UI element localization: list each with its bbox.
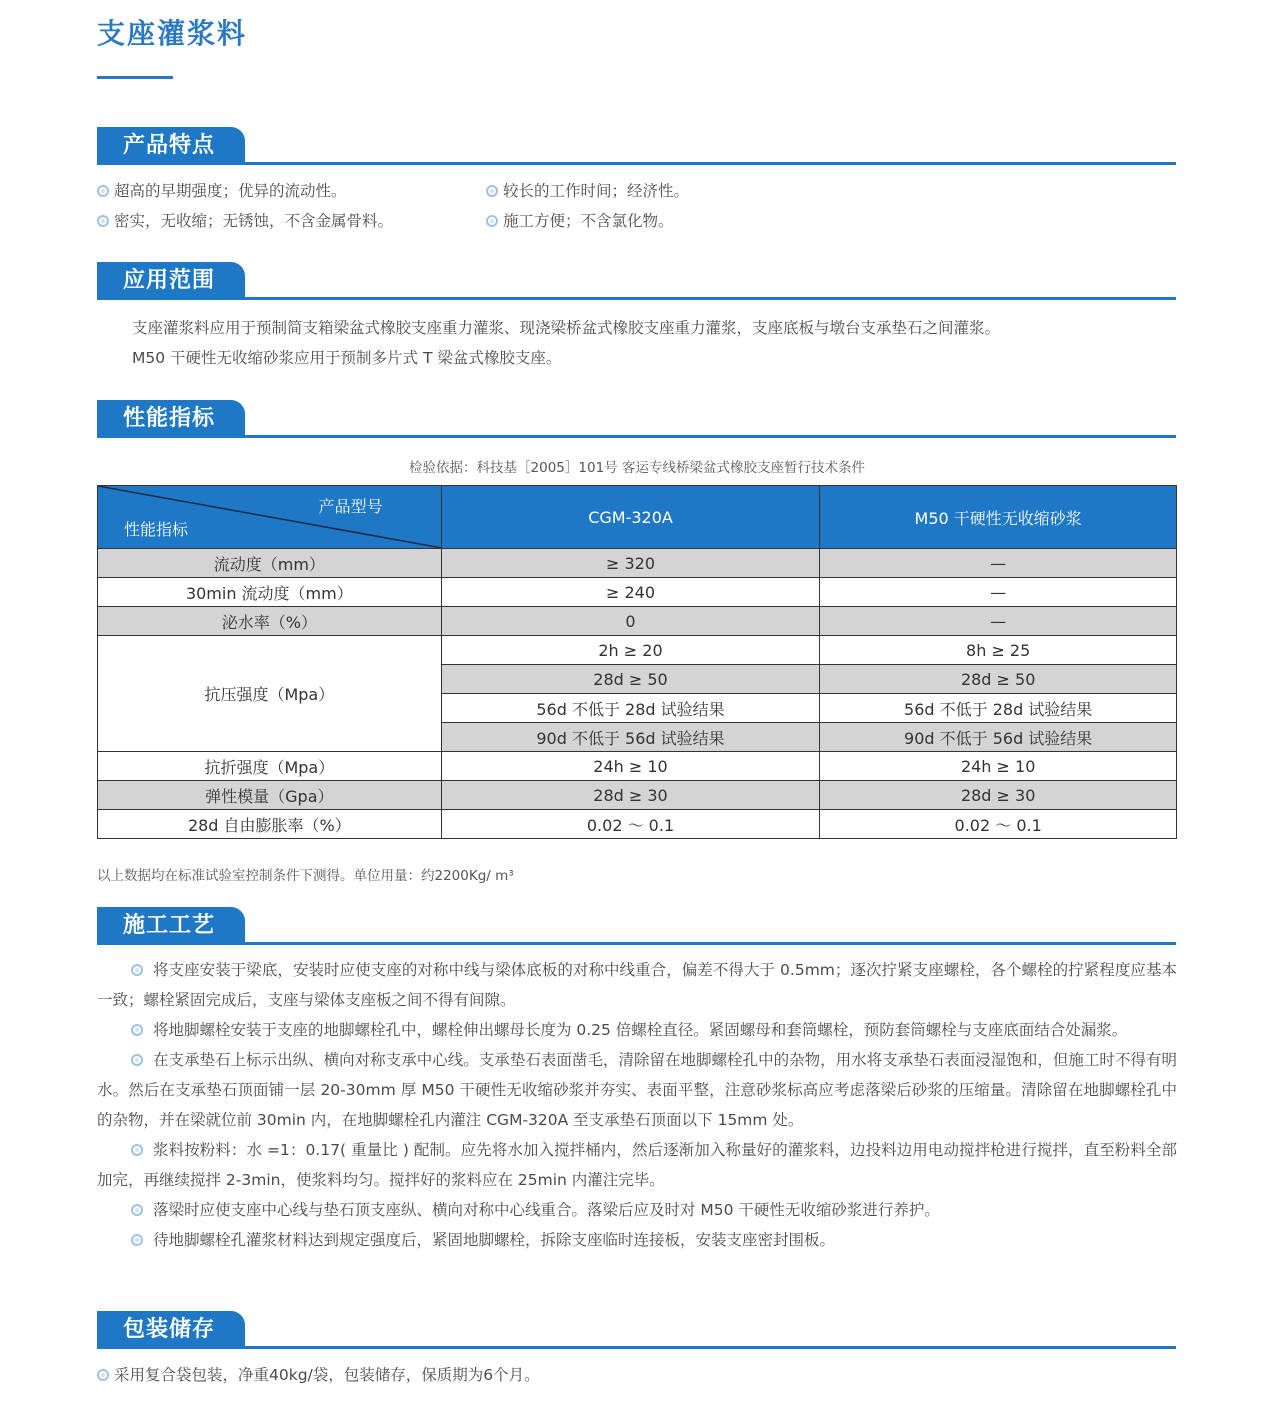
cell: 56d 不低于 28d 试验结果: [820, 694, 1177, 723]
corner-header-cell: [98, 486, 442, 549]
column-header: CGM-320A: [441, 486, 820, 549]
cell: 2h ≥ 20: [441, 636, 820, 665]
section-performance-header: [97, 400, 1176, 438]
table-row: [98, 549, 1177, 578]
performance-table: [97, 485, 1177, 839]
process-step: [97, 1045, 1177, 1135]
title-underline: [97, 76, 173, 79]
divider: [237, 162, 1176, 165]
section-title: 施工工艺: [97, 907, 245, 945]
section-process-header: [97, 907, 1176, 945]
bullet-icon: [131, 1234, 143, 1246]
cell: 28d ≥ 30: [441, 781, 820, 810]
cell: 56d 不低于 28d 试验结果: [441, 694, 820, 723]
table-row: [98, 636, 1177, 665]
feature-item: [97, 179, 347, 201]
bullet-icon: [131, 1024, 143, 1036]
bullet-icon: [131, 1054, 143, 1066]
cell: 0.02 ～ 0.1: [820, 810, 1177, 839]
divider: [237, 1346, 1176, 1349]
row-label: 28d 自由膨胀率（%）: [98, 810, 442, 839]
process-step: [97, 1195, 1177, 1225]
bullet-icon: [486, 185, 498, 197]
cell: —: [820, 549, 1177, 578]
cell: 0: [441, 607, 820, 636]
table-row: [98, 578, 1177, 607]
process-step: [97, 1015, 1177, 1045]
cell: 28d ≥ 50: [441, 665, 820, 694]
divider: [237, 297, 1176, 300]
cell: —: [820, 607, 1177, 636]
table-row: [98, 752, 1177, 781]
bullet-icon: [131, 964, 143, 976]
divider: [237, 942, 1176, 945]
bullet-icon: [97, 1369, 109, 1381]
cell: 90d 不低于 56d 试验结果: [820, 723, 1177, 752]
column-header: M50 干硬性无收缩砂浆: [820, 486, 1177, 549]
cell: ≥ 240: [441, 578, 820, 607]
bullet-icon: [131, 1204, 143, 1216]
section-packaging-header: [97, 1311, 1176, 1349]
section-title: 应用范围: [97, 262, 245, 300]
bullet-icon: [131, 1144, 143, 1156]
section-title: 性能指标: [97, 400, 245, 438]
table-row: [98, 607, 1177, 636]
cell: —: [820, 578, 1177, 607]
cell: 0.02 ～ 0.1: [441, 810, 820, 839]
table-row: [98, 781, 1177, 810]
feature-text: 较长的工作时间；经济性。: [503, 182, 690, 200]
feature-item: [486, 179, 689, 201]
step-text: 将地脚螺栓安装于支座的地脚螺栓孔中，螺栓伸出螺母长度为 0.25 倍螺栓直径。紧固螺母和套筒螺栓，预防套筒螺栓与支座底面结合处漏浆。: [152, 1021, 1128, 1039]
cell: ≥ 320: [441, 549, 820, 578]
bullet-icon: [97, 185, 109, 197]
test-basis: 检验依据：科技基［2005］101号 客运专线桥梁盆式橡胶支座暂行技术条件: [409, 460, 865, 476]
section-scope-header: [97, 262, 1176, 300]
divider: [237, 435, 1176, 438]
process-steps: [97, 955, 1177, 1255]
row-label: 抗压强度（Mpa）: [98, 636, 442, 752]
row-label: 抗折强度（Mpa）: [98, 752, 442, 781]
row-label: 弹性模量（Gpa）: [98, 781, 442, 810]
process-step: [97, 1225, 1177, 1255]
feature-text: 超高的早期强度；优异的流动性。: [114, 182, 347, 200]
cell: 24h ≥ 10: [441, 752, 820, 781]
corner-bottom-label: 性能指标: [124, 520, 189, 539]
bullet-icon: [97, 215, 109, 227]
cell: 28d ≥ 30: [820, 781, 1177, 810]
section-title: 包装储存: [97, 1311, 245, 1349]
feature-item: [97, 209, 393, 231]
feature-text: 施工方便；不含氯化物。: [503, 212, 674, 230]
bullet-icon: [486, 215, 498, 227]
row-label: 30min 流动度（mm）: [98, 578, 442, 607]
step-text: 在支承垫石上标示出纵、横向对称支承中心线。支承垫石表面凿毛，清除留在地脚螺栓孔中的杂物，用水将支承垫石表面浸湿饱和，但施工时不得有明水。然后在支承垫石顶面铺一层 20-30mm 厚 M50 干硬性无收缩砂浆并夯实、表面平整，注意砂浆标高应考虑落梁后砂浆的压缩量。清除留在地脚螺栓孔中的杂物，并在梁就位前 30min 内，在地脚螺栓孔内灌注 CGM-320A 至支承垫石顶面以下 15mm 处。: [97, 1051, 1177, 1129]
step-text: 落梁时应使支座中心线与垫石顶支座纵、横向对称中心线重合。落梁后应及时对 M50 干硬性无收缩砂浆进行养护。: [152, 1201, 940, 1219]
feature-text: 密实，无收缩；无锈蚀，不含金属骨料。: [114, 212, 394, 230]
row-label: 泌水率（%）: [98, 607, 442, 636]
page-title: 支座灌浆料: [97, 17, 248, 50]
cell: 28d ≥ 50: [820, 665, 1177, 694]
table-note: 以上数据均在标准试验室控制条件下测得。单位用量：约2200Kg/ m³: [97, 868, 514, 884]
packaging-item: [97, 1363, 540, 1385]
table-row: [98, 810, 1177, 839]
process-step: [97, 1135, 1177, 1195]
process-step: [97, 955, 1177, 1015]
scope-line: M50 干硬性无收缩砂浆应用于预制多片式 T 梁盆式橡胶支座。: [132, 349, 562, 367]
corner-top-label: 产品型号: [318, 497, 383, 516]
step-text: 待地脚螺栓孔灌浆材料达到规定强度后，紧固地脚螺栓，拆除支座临时连接板，安装支座密封围板。: [152, 1231, 835, 1249]
section-title: 产品特点: [97, 127, 245, 165]
cell: 90d 不低于 56d 试验结果: [441, 723, 820, 752]
cell: 8h ≥ 25: [820, 636, 1177, 665]
cell: 24h ≥ 10: [820, 752, 1177, 781]
scope-line: 支座灌浆料应用于预制简支箱梁盆式橡胶支座重力灌浆、现浇梁桥盆式橡胶支座重力灌浆，支座底板与墩台支承垫石之间灌浆。: [132, 319, 1001, 337]
step-text: 浆料按粉料：水 =1：0.17( 重量比 ) 配制。应先将水加入搅拌桶内，然后逐渐加入称量好的灌浆料，边投料边用电动搅拌枪进行搅拌，直至粉料全部加完，再继续搅拌 2-3min，使浆料均匀。搅拌好的浆料应在 25min 内灌注完毕。: [97, 1141, 1177, 1189]
packaging-text: 采用复合袋包装，净重40kg/袋，包装储存，保质期为6个月。: [114, 1366, 540, 1384]
feature-item: [486, 209, 674, 231]
section-features-header: [97, 127, 1176, 165]
step-text: 将支座安装于梁底，安装时应使支座的对称中线与梁体底板的对称中线重合，偏差不得大于 0.5mm；逐次拧紧支座螺栓，各个螺栓的拧紧程度应基本一致；螺栓紧固完成后，支座与梁体支座板之间不得有间隙。: [97, 961, 1177, 1009]
row-label: 流动度（mm）: [98, 549, 442, 578]
